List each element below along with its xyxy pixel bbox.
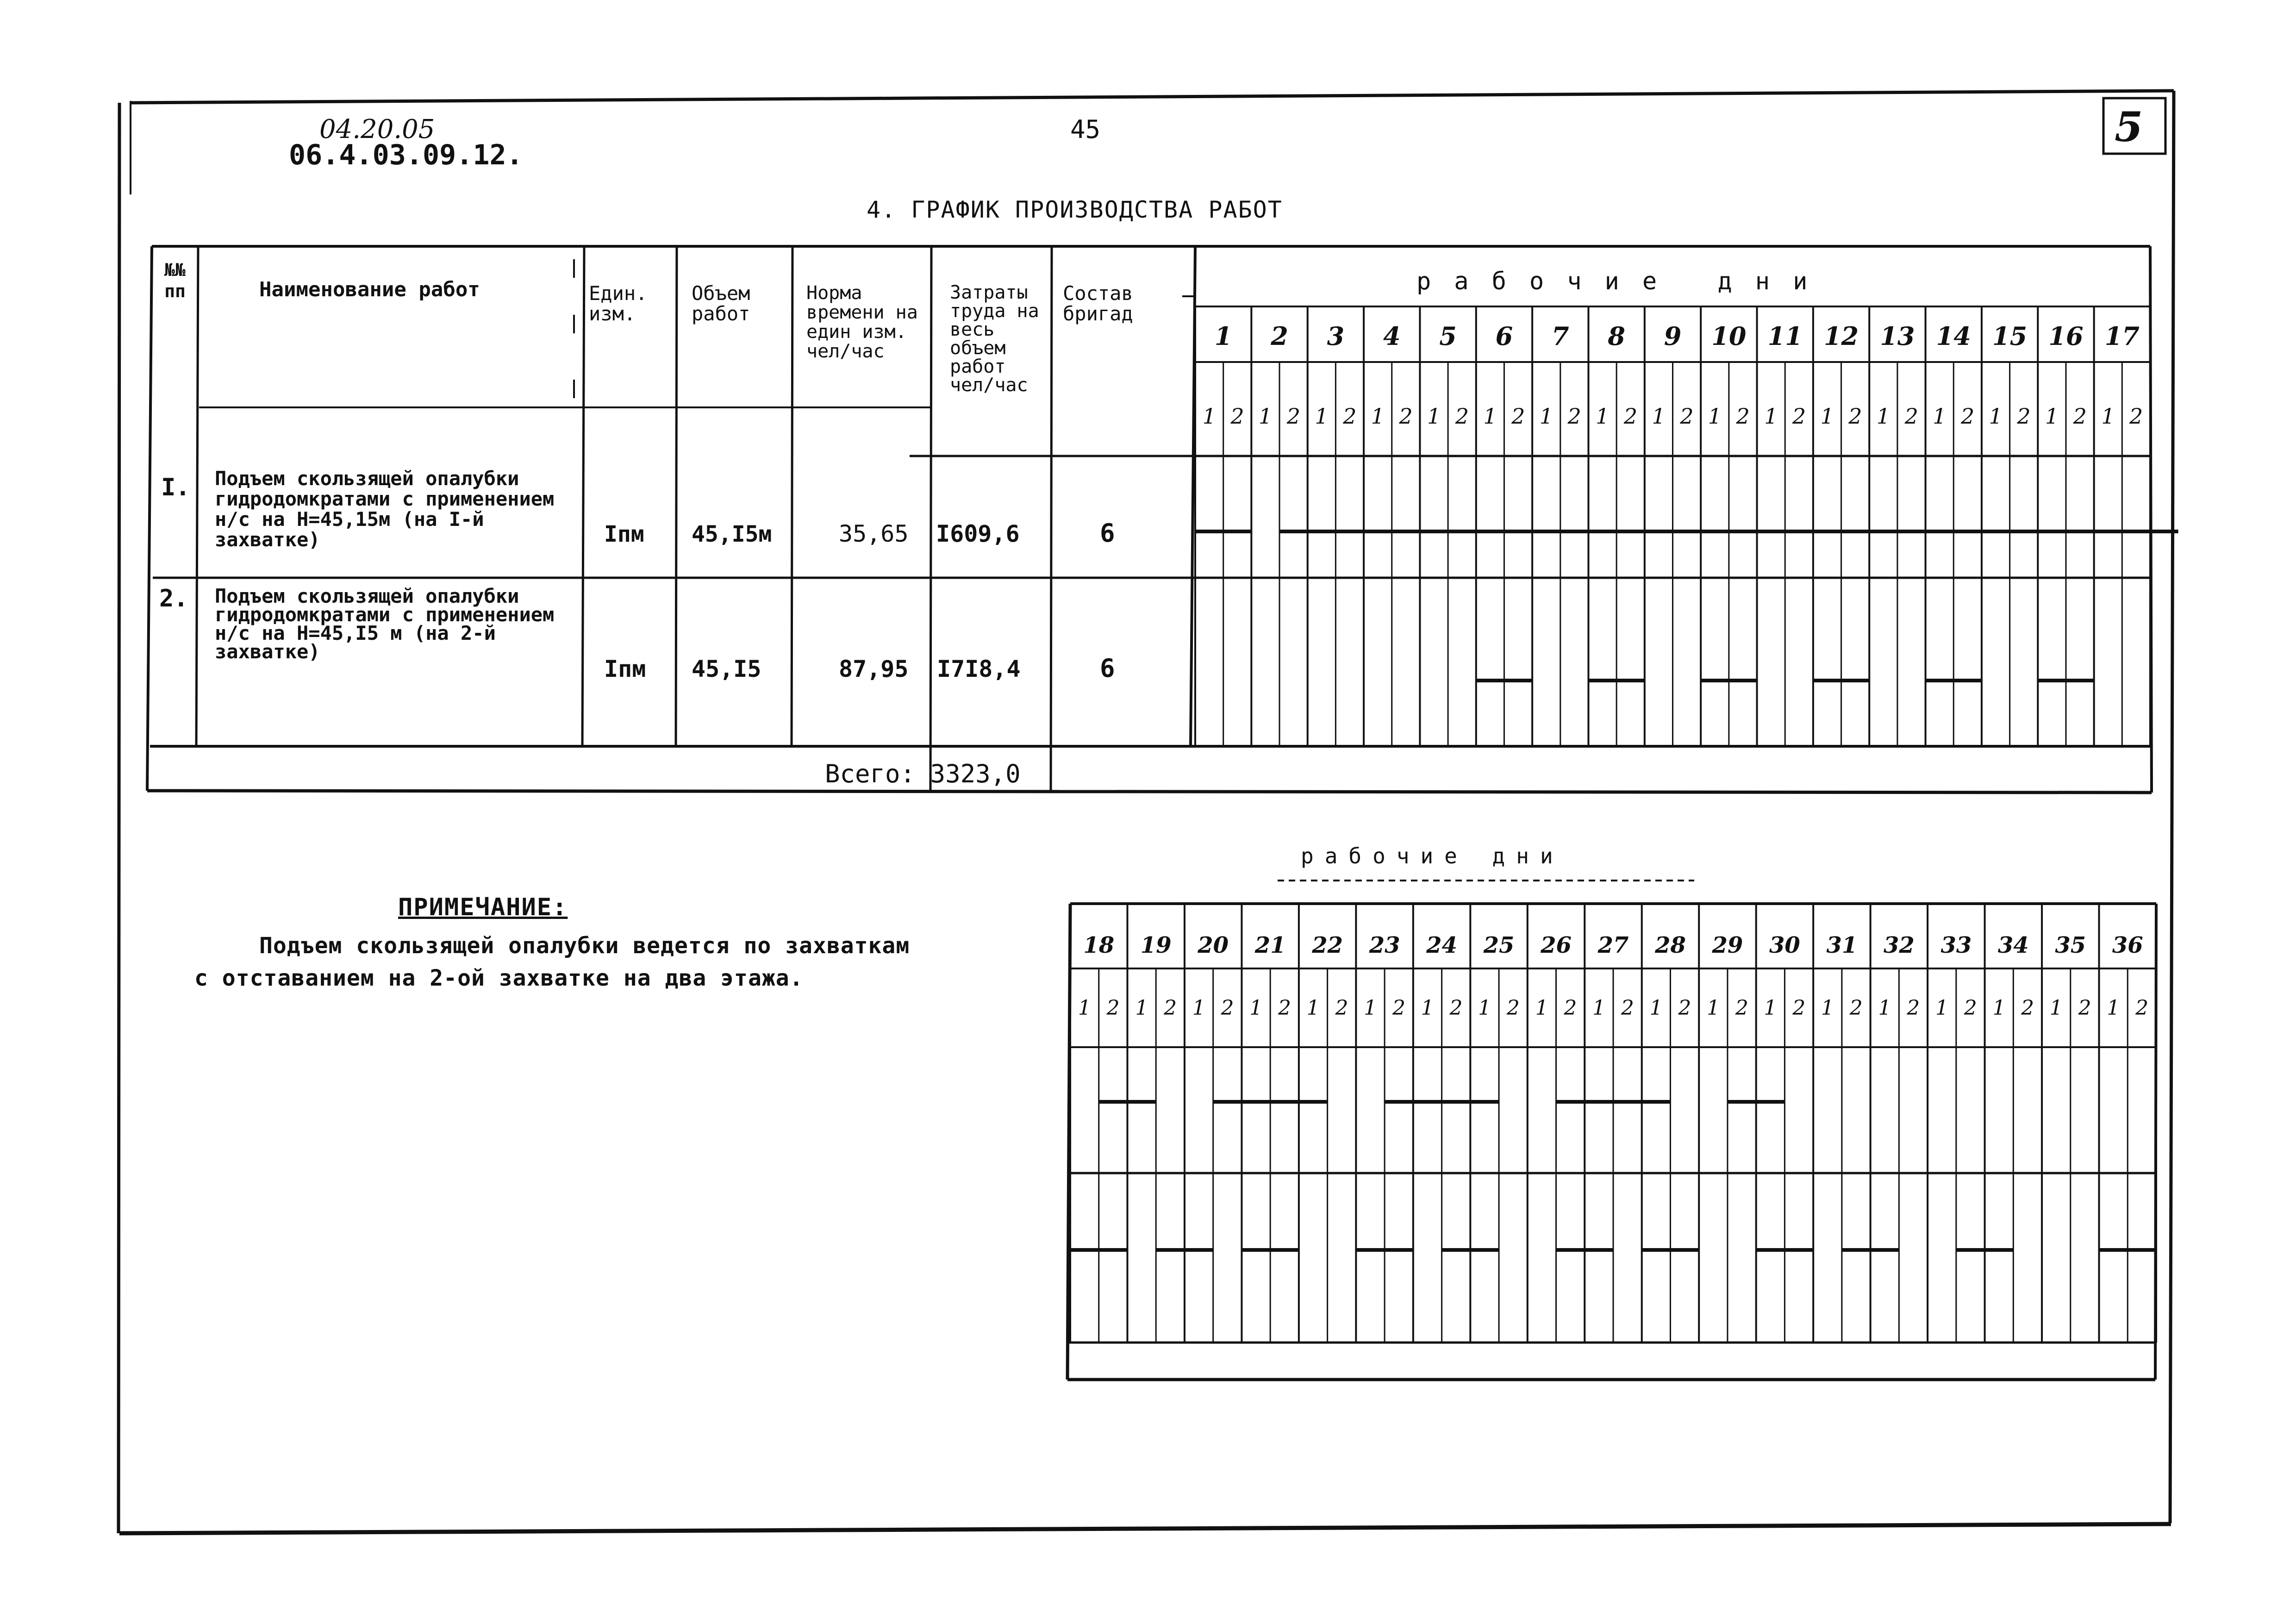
- shift-label: 1: [1364, 996, 1377, 1020]
- shift-label: 2: [1904, 404, 1918, 429]
- shift-label: 2: [1399, 404, 1413, 429]
- shift-label: 2: [1230, 404, 1244, 429]
- shift-label: 2: [1960, 404, 1975, 429]
- shift-label: 2: [1621, 996, 1634, 1020]
- shift-label: 1: [1878, 996, 1891, 1020]
- day-label: 7: [1552, 321, 1569, 351]
- day-label: 1: [1214, 321, 1232, 351]
- day-label: 23: [1369, 932, 1400, 958]
- day-label: 22: [1312, 932, 1343, 958]
- shift-label: 1: [1478, 996, 1491, 1020]
- day-label: 25: [1483, 932, 1515, 958]
- day-label: 28: [1655, 932, 1686, 958]
- day-label: 3: [1327, 321, 1345, 351]
- shift-label: 2: [2135, 996, 2149, 1020]
- row-work-name: Подъем скользящей опалубки гидродомкратами с применением н/с на Н=45,15м (на I-й захватке): [215, 468, 555, 551]
- shift-label: 1: [2107, 996, 2120, 1020]
- shift-label: 2: [1164, 996, 1177, 1020]
- row-number: 2.: [159, 585, 188, 612]
- row-crew: 6: [1100, 654, 1115, 683]
- column-header-unit: Един. изм.: [589, 283, 648, 325]
- day-label: 11: [1767, 321, 1803, 351]
- shift-label: 1: [1935, 996, 1948, 1020]
- shift-label: 1: [1315, 404, 1329, 429]
- column-header-volume: Объем работ: [692, 283, 750, 325]
- row-work-name: Подъем скользящей опалубки гидродомкратами с применением н/с на Н=45,I5 м (на 2-й захватке): [215, 587, 555, 663]
- day-label: 14: [1936, 321, 1971, 351]
- shift-label: 1: [2101, 404, 2115, 429]
- row-norm: 35,65: [839, 520, 909, 547]
- day-label: 4: [1383, 321, 1401, 351]
- day-label: 5: [1439, 321, 1457, 351]
- page-number: 45: [1070, 115, 1101, 144]
- day-label: 8: [1608, 321, 1625, 351]
- shift-label: 1: [1535, 996, 1548, 1020]
- day-label: 21: [1254, 932, 1286, 958]
- shift-label: 2: [1907, 996, 1920, 1020]
- day-label: 15: [1992, 321, 2028, 351]
- document-code: 06.4.03.09.12.: [289, 139, 523, 171]
- shift-label: 2: [1736, 404, 1750, 429]
- shift-label: 2: [1678, 996, 1691, 1020]
- shift-label: 2: [1106, 996, 1120, 1020]
- shift-label: 1: [1821, 996, 1834, 1020]
- shift-label: 1: [1427, 404, 1441, 429]
- row-labor: I7I8,4: [937, 656, 1021, 682]
- shift-label: 2: [2021, 996, 2034, 1020]
- schedule-grid-days-18-36: [1070, 904, 2156, 1343]
- day-label: 6: [1495, 321, 1513, 351]
- document-code-top: 04.20.05: [319, 114, 435, 144]
- shift-label: 1: [1192, 996, 1205, 1020]
- note-block: [194, 893, 917, 994]
- column-header-labor: Затраты труда на весь объем работ чел/час: [950, 283, 1039, 396]
- row-unit: Iпм: [604, 521, 644, 547]
- shift-label: 1: [2049, 996, 2063, 1020]
- day-label: 32: [1883, 932, 1915, 958]
- day-label: 13: [1880, 321, 1915, 351]
- day-label: 33: [1940, 932, 1972, 958]
- day-label: 30: [1769, 932, 1800, 958]
- shift-label: 1: [1483, 404, 1497, 429]
- day-label: 24: [1426, 932, 1457, 958]
- days-caption: рабочие дни: [1416, 268, 1831, 295]
- day-label: 31: [1826, 932, 1858, 958]
- shift-label: 2: [1680, 404, 1694, 429]
- day-label: 12: [1823, 321, 1859, 351]
- shift-label: 2: [1278, 996, 1292, 1020]
- row-volume: 45,I5: [692, 656, 761, 682]
- row-number: I.: [161, 474, 190, 501]
- shift-label: 1: [1135, 996, 1148, 1020]
- day-label: 19: [1140, 932, 1172, 958]
- shift-label: 2: [1964, 996, 1977, 1020]
- shift-label: 2: [2078, 996, 2091, 1020]
- shift-label: 2: [1792, 996, 1806, 1020]
- shift-label: 1: [1649, 996, 1663, 1020]
- schedule2-caption: рабочие дни: [1301, 843, 1564, 868]
- day-label: 27: [1597, 932, 1629, 958]
- shift-label: 2: [1511, 404, 1525, 429]
- day-label: 16: [2048, 321, 2084, 351]
- shift-label: 1: [1596, 404, 1610, 429]
- row-labor: I609,6: [936, 520, 1020, 547]
- shift-label: 1: [2045, 404, 2059, 429]
- table-row: [159, 585, 1115, 707]
- row-unit: Iпм: [604, 656, 646, 682]
- sheet-mark-box: [2103, 98, 2165, 154]
- schedule-grid-days-1-17: [1195, 306, 2178, 746]
- day-label: 17: [2104, 321, 2140, 351]
- shift-label: 2: [1735, 996, 1748, 1020]
- shift-label: 1: [1421, 996, 1434, 1020]
- shift-label: 1: [1202, 404, 1216, 429]
- shift-label: 2: [1848, 404, 1862, 429]
- shift-label: 1: [1992, 996, 2006, 1020]
- shift-label: 1: [1764, 996, 1777, 1020]
- shift-label: 1: [1592, 996, 1606, 1020]
- table-row: [161, 468, 1115, 580]
- shift-label: 1: [1820, 404, 1834, 429]
- shift-label: 1: [1989, 404, 2003, 429]
- day-label: 34: [1997, 932, 2029, 958]
- shift-label: 2: [1506, 996, 1520, 1020]
- shift-label: 2: [1849, 996, 1863, 1020]
- day-label: 20: [1198, 932, 1229, 958]
- shift-label: 1: [1652, 404, 1666, 429]
- sheet-mark: 5: [2115, 103, 2143, 151]
- shift-label: 1: [1764, 404, 1778, 429]
- shift-label: 2: [2017, 404, 2031, 429]
- day-label: 18: [1083, 932, 1115, 958]
- shift-label: 2: [1221, 996, 1234, 1020]
- shift-label: 2: [1792, 404, 1806, 429]
- row-norm: 87,95: [839, 656, 909, 682]
- column-header-crew: Состав бригад: [1063, 283, 1133, 325]
- day-label: 29: [1712, 932, 1743, 958]
- shift-label: 1: [1078, 996, 1091, 1020]
- schedule2-frame: [1067, 904, 2156, 1380]
- note-text: Подъем скользящей опалубки ведется по захваткам с отставанием на 2-ой захватке на два этажа.: [194, 933, 910, 991]
- day-label: 26: [1541, 932, 1572, 958]
- shift-label: 1: [1371, 404, 1385, 429]
- shift-label: 2: [2129, 404, 2143, 429]
- shift-label: 2: [1449, 996, 1463, 1020]
- shift-label: 1: [1249, 996, 1263, 1020]
- shift-label: 2: [2073, 404, 2087, 429]
- shift-label: 2: [1335, 996, 1348, 1020]
- row-crew: 6: [1100, 518, 1115, 548]
- table-header: [154, 259, 1188, 459]
- note-title: ПРИМЕЧАНИЕ:: [398, 893, 568, 921]
- shift-label: 1: [1933, 404, 1947, 429]
- column-header-norm: Норма времени на един изм. чел/час: [806, 283, 918, 362]
- total-labor: Всего: 3323,0: [825, 759, 1021, 788]
- shift-label: 2: [1455, 404, 1469, 429]
- page-title: 4. ГРАФИК ПРОИЗВОДСТВА РАБОТ: [867, 196, 1283, 223]
- shift-label: 2: [1623, 404, 1638, 429]
- shift-label: 1: [1259, 404, 1273, 429]
- shift-label: 2: [1392, 996, 1405, 1020]
- shift-label: 1: [1876, 404, 1890, 429]
- shift-label: 2: [1564, 996, 1577, 1020]
- shift-label: 1: [1707, 996, 1720, 1020]
- column-header-name: Наименование работ: [259, 278, 480, 301]
- shift-label: 2: [1343, 404, 1357, 429]
- column-header-num: №№ пп: [164, 260, 186, 301]
- day-label: 36: [2112, 932, 2143, 958]
- shift-label: 1: [1708, 404, 1722, 429]
- day-label: 35: [2055, 932, 2086, 958]
- day-label: 2: [1271, 321, 1288, 351]
- shift-label: 1: [1306, 996, 1320, 1020]
- shift-label: 1: [1539, 404, 1554, 429]
- shift-label: 2: [1567, 404, 1581, 429]
- day-label: 10: [1711, 321, 1747, 351]
- row-volume: 45,I5м: [692, 521, 772, 547]
- day-label: 9: [1664, 321, 1682, 351]
- shift-label: 2: [1286, 404, 1301, 429]
